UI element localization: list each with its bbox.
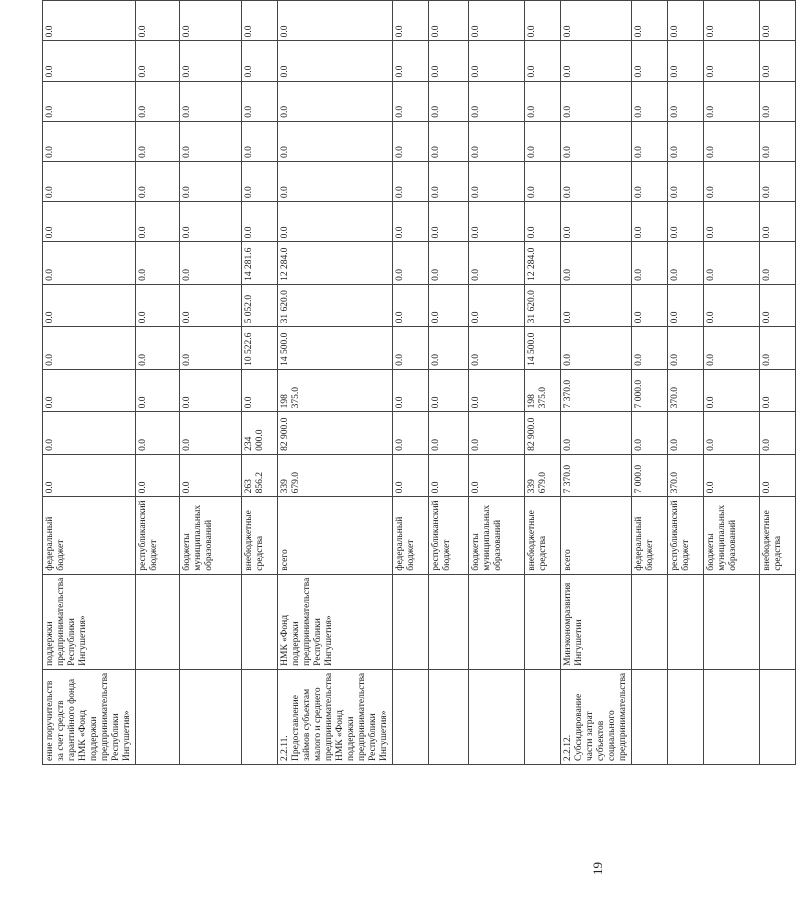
measure-cell — [429, 669, 469, 764]
value-cell: 0.0 — [393, 202, 429, 242]
value-cell: 5 052.0 — [242, 284, 278, 327]
funding-source-cell: внебюджетные средства — [242, 497, 278, 574]
value-cell: 0.0 — [632, 121, 668, 161]
value-cell: 31 620.0 — [278, 284, 393, 327]
value-cell: 12 284.0 — [278, 242, 393, 285]
value-cell: 0.0 — [429, 327, 469, 370]
measure-cell: 2.2.12. Субсидирование части затрат субъектов социального предпринимательства — [561, 669, 632, 764]
table-row — [43, 1, 136, 765]
value-cell: 0.0 — [180, 161, 242, 201]
measure-cell — [525, 669, 561, 764]
value-cell: 0.0 — [429, 454, 469, 497]
funding-source-cell: республиканский бюджет — [429, 497, 469, 574]
table-row — [278, 1, 393, 765]
executor-cell — [704, 574, 760, 669]
measure-cell — [136, 669, 180, 764]
value-cell: 0.0 — [469, 41, 525, 81]
value-cell: 0.0 — [668, 161, 704, 201]
value-cell: 0.0 — [760, 284, 796, 327]
value-cell: 0.0 — [278, 41, 393, 81]
funding-source-cell: республиканский бюджет — [136, 497, 180, 574]
value-cell: 0.0 — [43, 327, 136, 370]
value-cell: 0.0 — [704, 121, 760, 161]
funding-source-cell: федеральный бюджет — [632, 497, 668, 574]
executor-cell: НМК «Фонд поддержки предпринимательства Республики Ингушетия» — [278, 574, 393, 669]
value-cell: 0.0 — [242, 202, 278, 242]
table-row — [136, 1, 180, 765]
value-cell: 0.0 — [136, 41, 180, 81]
table-row — [469, 1, 525, 765]
value-cell: 0.0 — [136, 242, 180, 285]
value-cell: 0.0 — [525, 1, 561, 41]
value-cell: 0.0 — [180, 284, 242, 327]
value-cell: 0.0 — [469, 242, 525, 285]
value-cell: 0.0 — [136, 121, 180, 161]
value-cell: 0.0 — [760, 242, 796, 285]
value-cell: 0.0 — [469, 327, 525, 370]
funding-source-cell: бюджеты муниципальных образований — [469, 497, 525, 574]
value-cell: 0.0 — [429, 369, 469, 412]
value-cell: 0.0 — [632, 327, 668, 370]
value-cell: 0.0 — [429, 202, 469, 242]
value-cell: 0.0 — [525, 81, 561, 121]
value-cell: 0.0 — [393, 454, 429, 497]
value-cell: 0.0 — [393, 369, 429, 412]
value-cell: 0.0 — [704, 1, 760, 41]
funding-source-cell: бюджеты муниципальных образований — [180, 497, 242, 574]
table-row — [760, 1, 796, 765]
value-cell: 339 679.0 — [525, 454, 561, 497]
value-cell: 0.0 — [469, 284, 525, 327]
funding-source-cell: всего — [278, 497, 393, 574]
value-cell: 0.0 — [136, 161, 180, 201]
measure-cell — [668, 669, 704, 764]
measure-cell — [632, 669, 668, 764]
value-cell: 0.0 — [668, 412, 704, 455]
value-cell: 0.0 — [760, 454, 796, 497]
value-cell: 0.0 — [561, 327, 632, 370]
value-cell: 0.0 — [43, 161, 136, 201]
executor-cell — [632, 574, 668, 669]
value-cell: 7 000.0 — [632, 454, 668, 497]
measure-cell — [704, 669, 760, 764]
value-cell: 82 900.0 — [525, 412, 561, 455]
funding-source-cell: бюджеты муниципальных образований — [704, 497, 760, 574]
table-row — [561, 1, 632, 765]
measure-cell — [180, 669, 242, 764]
value-cell: 0.0 — [704, 161, 760, 201]
value-cell: 0.0 — [242, 161, 278, 201]
value-cell: 0.0 — [43, 284, 136, 327]
measure-cell: 2.2.11. Предоставление займов субъектам малого и среднего предпринимательства НМК «Фонд поддержки предпринимательства Республики Ингушетия» — [278, 669, 393, 764]
value-cell: 0.0 — [704, 369, 760, 412]
value-cell: 0.0 — [43, 202, 136, 242]
executor-cell — [525, 574, 561, 669]
value-cell: 234 000.0 — [242, 412, 278, 455]
value-cell: 0.0 — [668, 1, 704, 41]
funding-source-cell: федеральный бюджет — [43, 497, 136, 574]
value-cell: 0.0 — [632, 412, 668, 455]
value-cell: 0.0 — [668, 284, 704, 327]
table-row — [668, 1, 704, 765]
value-cell: 0.0 — [429, 81, 469, 121]
executor-cell — [668, 574, 704, 669]
value-cell: 0.0 — [242, 121, 278, 161]
value-cell: 0.0 — [429, 161, 469, 201]
value-cell: 0.0 — [278, 81, 393, 121]
value-cell: 0.0 — [278, 161, 393, 201]
funding-source-cell: всего — [561, 497, 632, 574]
value-cell: 0.0 — [561, 161, 632, 201]
table-row — [632, 1, 668, 765]
value-cell: 0.0 — [43, 454, 136, 497]
value-cell: 0.0 — [242, 1, 278, 41]
executor-cell — [760, 574, 796, 669]
value-cell: 0.0 — [704, 412, 760, 455]
value-cell: 0.0 — [704, 327, 760, 370]
value-cell: 0.0 — [393, 161, 429, 201]
value-cell: 0.0 — [469, 161, 525, 201]
value-cell: 0.0 — [760, 327, 796, 370]
value-cell: 0.0 — [43, 1, 136, 41]
value-cell: 0.0 — [180, 81, 242, 121]
value-cell: 0.0 — [668, 202, 704, 242]
value-cell: 0.0 — [760, 81, 796, 121]
funding-source-cell: федеральный бюджет — [393, 497, 429, 574]
table-row — [242, 1, 278, 765]
value-cell: 0.0 — [43, 121, 136, 161]
value-cell: 7 000.0 — [632, 369, 668, 412]
value-cell: 0.0 — [632, 81, 668, 121]
executor-cell: Минэкономразвития Ингушетии — [561, 574, 632, 669]
value-cell: 0.0 — [429, 412, 469, 455]
value-cell: 0.0 — [429, 242, 469, 285]
value-cell: 0.0 — [525, 202, 561, 242]
value-cell: 0.0 — [469, 81, 525, 121]
value-cell: 0.0 — [393, 284, 429, 327]
value-cell: 0.0 — [136, 81, 180, 121]
value-cell: 12 284.0 — [525, 242, 561, 285]
value-cell: 0.0 — [180, 242, 242, 285]
value-cell: 0.0 — [561, 412, 632, 455]
measure-cell — [469, 669, 525, 764]
budget-table — [42, 0, 796, 765]
value-cell: 0.0 — [136, 369, 180, 412]
value-cell: 0.0 — [278, 121, 393, 161]
value-cell: 0.0 — [393, 81, 429, 121]
value-cell: 0.0 — [393, 242, 429, 285]
value-cell: 0.0 — [393, 327, 429, 370]
value-cell: 0.0 — [180, 454, 242, 497]
value-cell: 0.0 — [180, 412, 242, 455]
value-cell: 198 375.0 — [525, 369, 561, 412]
value-cell: 0.0 — [561, 1, 632, 41]
value-cell: 0.0 — [429, 41, 469, 81]
value-cell: 0.0 — [668, 327, 704, 370]
value-cell: 0.0 — [180, 327, 242, 370]
value-cell: 0.0 — [180, 369, 242, 412]
value-cell: 0.0 — [704, 202, 760, 242]
value-cell: 0.0 — [393, 1, 429, 41]
measure-cell: ение поручительств за счет средств гарантийного фонда НМК «Фонд поддержки предпринимательства Республики Ингушетия» — [43, 669, 136, 764]
value-cell: 0.0 — [760, 41, 796, 81]
value-cell: 7 370.0 — [561, 454, 632, 497]
executor-cell — [242, 574, 278, 669]
funding-source-cell: внебюджетные средства — [525, 497, 561, 574]
table-row — [429, 1, 469, 765]
value-cell: 0.0 — [180, 202, 242, 242]
value-cell: 0.0 — [561, 81, 632, 121]
value-cell: 0.0 — [668, 121, 704, 161]
value-cell: 0.0 — [393, 412, 429, 455]
value-cell: 0.0 — [561, 202, 632, 242]
value-cell: 0.0 — [278, 1, 393, 41]
value-cell: 0.0 — [668, 41, 704, 81]
table-row — [180, 1, 242, 765]
value-cell: 370.0 — [668, 454, 704, 497]
page-number: 19 — [590, 862, 605, 875]
value-cell: 0.0 — [278, 202, 393, 242]
value-cell: 0.0 — [704, 41, 760, 81]
value-cell: 14 500.0 — [278, 327, 393, 370]
value-cell: 0.0 — [429, 121, 469, 161]
value-cell: 0.0 — [525, 121, 561, 161]
value-cell: 0.0 — [242, 41, 278, 81]
value-cell: 0.0 — [760, 202, 796, 242]
value-cell: 0.0 — [632, 284, 668, 327]
value-cell: 0.0 — [43, 412, 136, 455]
value-cell: 0.0 — [469, 121, 525, 161]
executor-cell — [136, 574, 180, 669]
value-cell: 0.0 — [704, 242, 760, 285]
value-cell: 0.0 — [136, 202, 180, 242]
value-cell: 0.0 — [561, 284, 632, 327]
value-cell: 0.0 — [525, 161, 561, 201]
value-cell: 0.0 — [469, 369, 525, 412]
value-cell: 0.0 — [136, 412, 180, 455]
value-cell: 0.0 — [393, 121, 429, 161]
measure-cell — [760, 669, 796, 764]
value-cell: 7 370.0 — [561, 369, 632, 412]
value-cell: 0.0 — [242, 369, 278, 412]
funding-source-cell: внебюджетные средства — [760, 497, 796, 574]
budget-table-body — [43, 1, 796, 765]
value-cell: 0.0 — [561, 121, 632, 161]
value-cell: 0.0 — [632, 161, 668, 201]
value-cell: 0.0 — [136, 454, 180, 497]
value-cell: 0.0 — [668, 81, 704, 121]
value-cell: 0.0 — [180, 41, 242, 81]
value-cell: 0.0 — [242, 81, 278, 121]
value-cell: 0.0 — [760, 369, 796, 412]
value-cell: 0.0 — [43, 242, 136, 285]
value-cell: 0.0 — [136, 327, 180, 370]
value-cell: 0.0 — [136, 1, 180, 41]
value-cell: 0.0 — [180, 121, 242, 161]
executor-cell — [180, 574, 242, 669]
value-cell: 0.0 — [561, 41, 632, 81]
value-cell: 370.0 — [668, 369, 704, 412]
value-cell: 0.0 — [180, 1, 242, 41]
value-cell: 14 281.6 — [242, 242, 278, 285]
value-cell: 0.0 — [632, 242, 668, 285]
executor-cell: поддержки предпринимательства Республики Ингушетия» — [43, 574, 136, 669]
value-cell: 263 856.2 — [242, 454, 278, 497]
table-row — [704, 1, 760, 765]
value-cell: 0.0 — [704, 81, 760, 121]
value-cell: 0.0 — [760, 1, 796, 41]
value-cell: 0.0 — [469, 1, 525, 41]
executor-cell — [429, 574, 469, 669]
value-cell: 0.0 — [632, 1, 668, 41]
measure-cell — [393, 669, 429, 764]
value-cell: 339 679.0 — [278, 454, 393, 497]
value-cell: 0.0 — [668, 242, 704, 285]
value-cell: 0.0 — [136, 284, 180, 327]
value-cell: 0.0 — [43, 41, 136, 81]
value-cell: 31 620.0 — [525, 284, 561, 327]
value-cell: 0.0 — [393, 41, 429, 81]
value-cell: 0.0 — [632, 41, 668, 81]
value-cell: 0.0 — [760, 121, 796, 161]
value-cell: 0.0 — [704, 284, 760, 327]
value-cell: 0.0 — [760, 161, 796, 201]
value-cell: 14 500.0 — [525, 327, 561, 370]
value-cell: 0.0 — [704, 454, 760, 497]
measure-cell — [242, 669, 278, 764]
value-cell: 0.0 — [469, 202, 525, 242]
value-cell: 10 522.6 — [242, 327, 278, 370]
value-cell: 82 900.0 — [278, 412, 393, 455]
value-cell: 0.0 — [525, 41, 561, 81]
value-cell: 0.0 — [469, 454, 525, 497]
executor-cell — [469, 574, 525, 669]
value-cell: 0.0 — [760, 412, 796, 455]
table-row — [525, 1, 561, 765]
value-cell: 0.0 — [632, 202, 668, 242]
value-cell: 0.0 — [561, 242, 632, 285]
executor-cell — [393, 574, 429, 669]
value-cell: 0.0 — [43, 369, 136, 412]
value-cell: 0.0 — [429, 1, 469, 41]
value-cell: 198 375.0 — [278, 369, 393, 412]
value-cell: 0.0 — [429, 284, 469, 327]
value-cell: 0.0 — [469, 412, 525, 455]
funding-source-cell: республиканский бюджет — [668, 497, 704, 574]
table-row — [393, 1, 429, 765]
value-cell: 0.0 — [43, 81, 136, 121]
